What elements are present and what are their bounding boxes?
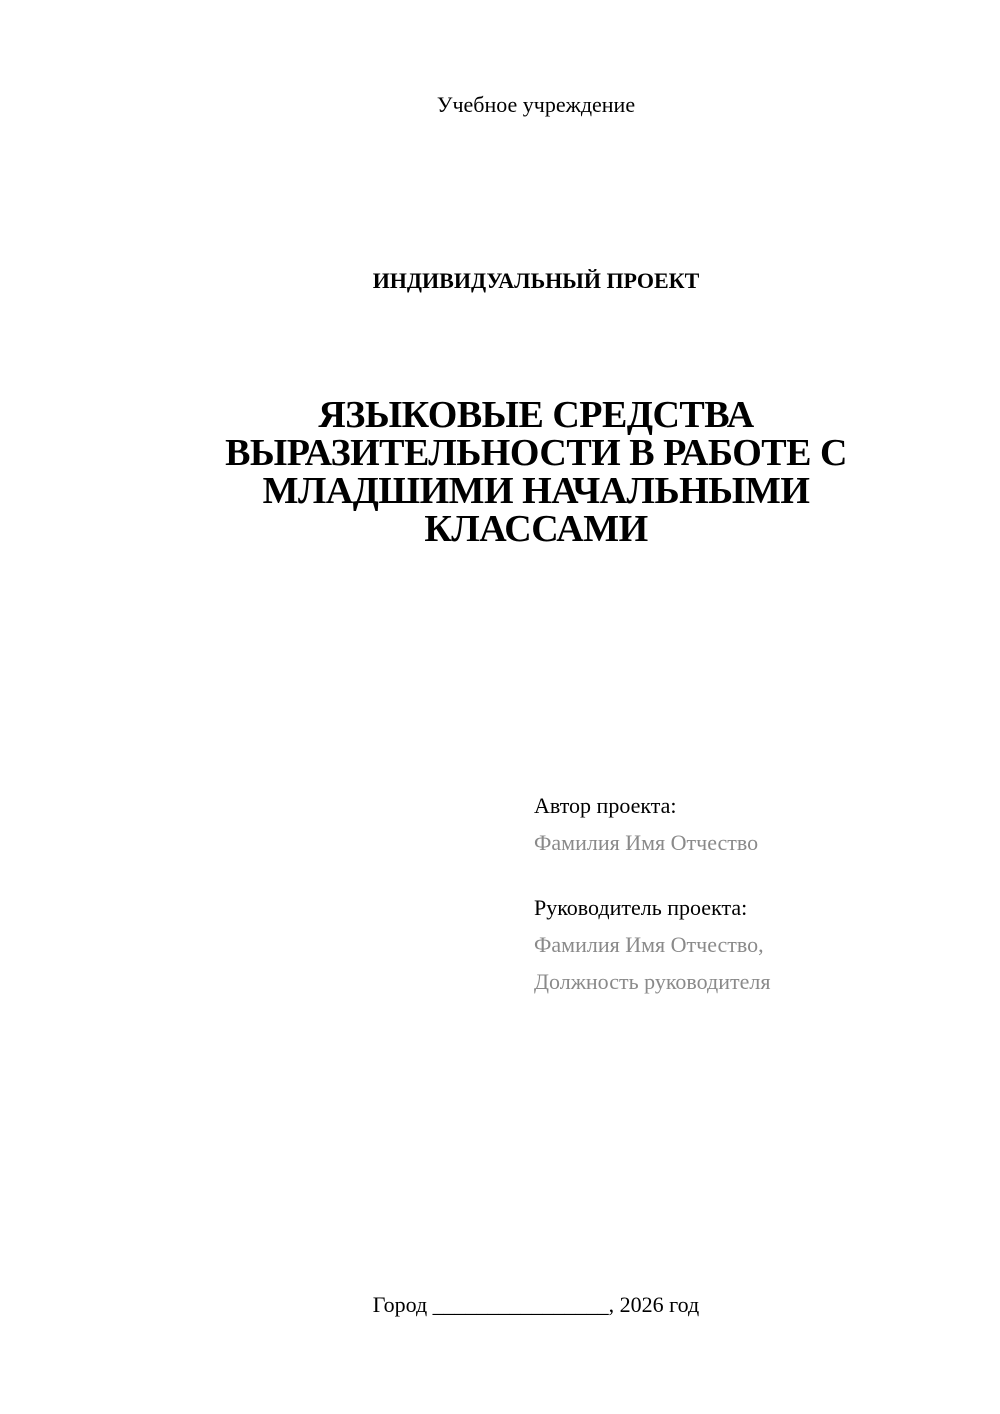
year-text: , 2026 год [608, 1292, 700, 1317]
spacer [534, 861, 770, 889]
city-blank: ________________ [432, 1292, 609, 1317]
institution-name: Учебное учреждение [436, 92, 636, 117]
project-type-heading: ИНДИВИДУАЛЬНЫЙ ПРОЕКТ [372, 268, 700, 293]
supervisor-name: Фамилия Имя Отчество, [534, 932, 764, 957]
supervisor-label: Руководитель проекта: [534, 895, 748, 920]
credits-block [534, 787, 770, 1000]
project-title [0, 396, 1000, 548]
project-title-line: ЯЗЫКОВЫЕ СРЕДСТВА [318, 394, 754, 436]
author-name: Фамилия Имя Отчество [534, 830, 759, 855]
project-title-line: ВЫРАЗИТЕЛЬНОСТИ В РАБОТЕ С [225, 432, 847, 474]
project-title-line: КЛАССАМИ [424, 508, 648, 550]
city-label: Город [372, 1292, 428, 1317]
city-year-line [0, 1290, 1000, 1320]
project-title-line: МЛАДШИМИ НАЧАЛЬНЫМИ [262, 470, 810, 512]
author-label: Автор проекта: [534, 793, 677, 818]
supervisor-position: Должность руководителя [534, 969, 771, 994]
